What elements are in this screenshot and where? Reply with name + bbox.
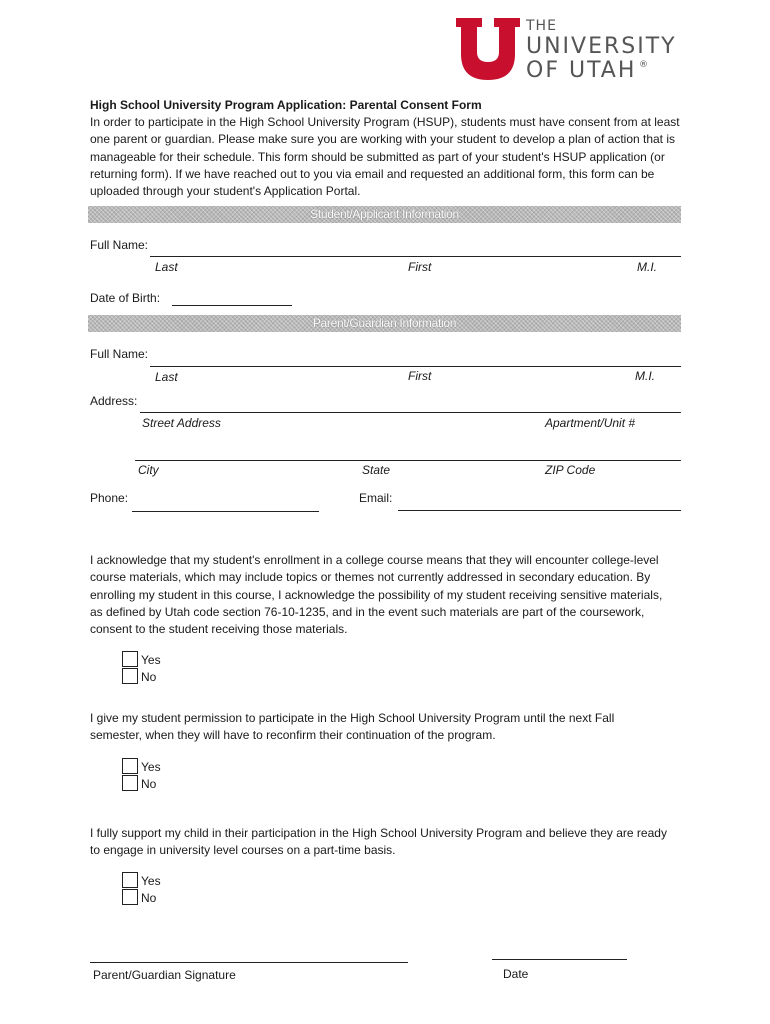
parent-apt-caption: Apartment/Unit # [545,416,636,430]
parent-street-caption: Street Address [142,416,221,430]
consent-2-no-checkbox[interactable] [122,775,138,791]
consent-1-text: I acknowledge that my student's enrollment in a college course means that they will encounter college-level course materials, which may include topics or themes not currently addressed in secondary education. By enrolling my student in this course, I acknowledge the possibility of my student receiving sensitive materials, as defined by Utah code section 76-10-1235, and in the event such materials are part of the coursework, consent to the student receiving those materials. [90,553,663,637]
consent-3-no-checkbox[interactable] [122,889,138,905]
student-full-name-label: Full Name: [90,238,149,252]
student-last-caption: Last [155,260,178,274]
logo-university: UNIVERSITY [526,34,677,59]
consent-2-text: I give my student permission to participate in the High School University Program until the next Fall semester, when they will have to reconfirm their continuation of the program. [90,711,615,743]
student-dob-input[interactable] [172,305,292,306]
university-logo [456,18,686,84]
consent-3-text: I fully support my child in their participation in the High School University Program and believe they are ready to engage in university level courses on a part-time basis. [90,826,667,858]
consent-3-no-label: No [141,891,157,905]
parent-first-caption: First [408,369,432,383]
consent-1-no-checkbox[interactable] [122,668,138,684]
form-title: High School University Program Application: Parental Consent Form [90,98,482,112]
consent-3-yes-label: Yes [141,874,161,888]
parent-address-label: Address: [90,394,138,408]
parent-city-state-zip-input[interactable] [135,460,681,461]
block-u-icon [456,18,520,80]
parent-full-name-label: Full Name: [90,347,149,361]
consent-1-yes-label: Yes [141,653,161,667]
parent-phone-label: Phone: [90,491,129,505]
parent-last-caption: Last [155,370,178,384]
parent-email-input[interactable] [398,510,681,511]
parent-city-caption: City [138,463,159,477]
student-mi-caption: M.I. [637,260,657,274]
consent-2-yes-checkbox[interactable] [122,758,138,774]
consent-2-no-label: No [141,777,157,791]
parent-phone-input[interactable] [132,511,319,512]
parent-section-header: Parent/Guardian Information [88,315,681,332]
consent-3-yes-checkbox[interactable] [122,872,138,888]
student-dob-label: Date of Birth: [90,291,161,305]
signature-date-label: Date [503,967,529,981]
consent-1-no-label: No [141,670,157,684]
student-section-header: Student/Applicant Information [88,206,681,223]
logo-registered-mark: ® [639,60,649,70]
parent-street-input[interactable] [140,412,681,413]
form-intro: In order to participate in the High School University Program (HSUP), students must have consent from at least one parent or guardian. Please make sure you are working with your student to develop a plan of action that is manageable for their schedule. This form should be submitted as part of your student's HSUP application (or returning form). If we have reached out to you via email and requested an additional form, this form can be uploaded through your student's Application Portal. [90,115,680,199]
signature-date-input[interactable] [492,959,627,960]
parent-full-name-input[interactable] [150,366,681,367]
logo-of-utah: OF UTAH [526,58,637,83]
consent-2-yes-label: Yes [141,760,161,774]
parent-signature-input[interactable] [90,962,408,963]
parent-state-caption: State [362,463,391,477]
student-full-name-input[interactable] [150,256,681,257]
consent-1-yes-checkbox[interactable] [122,651,138,667]
parent-email-label: Email: [359,491,393,505]
student-first-caption: First [408,260,432,274]
parent-mi-caption: M.I. [635,369,655,383]
parent-signature-label: Parent/Guardian Signature [93,968,236,982]
logo-the: THE [526,18,557,34]
parent-zip-caption: ZIP Code [545,463,596,477]
